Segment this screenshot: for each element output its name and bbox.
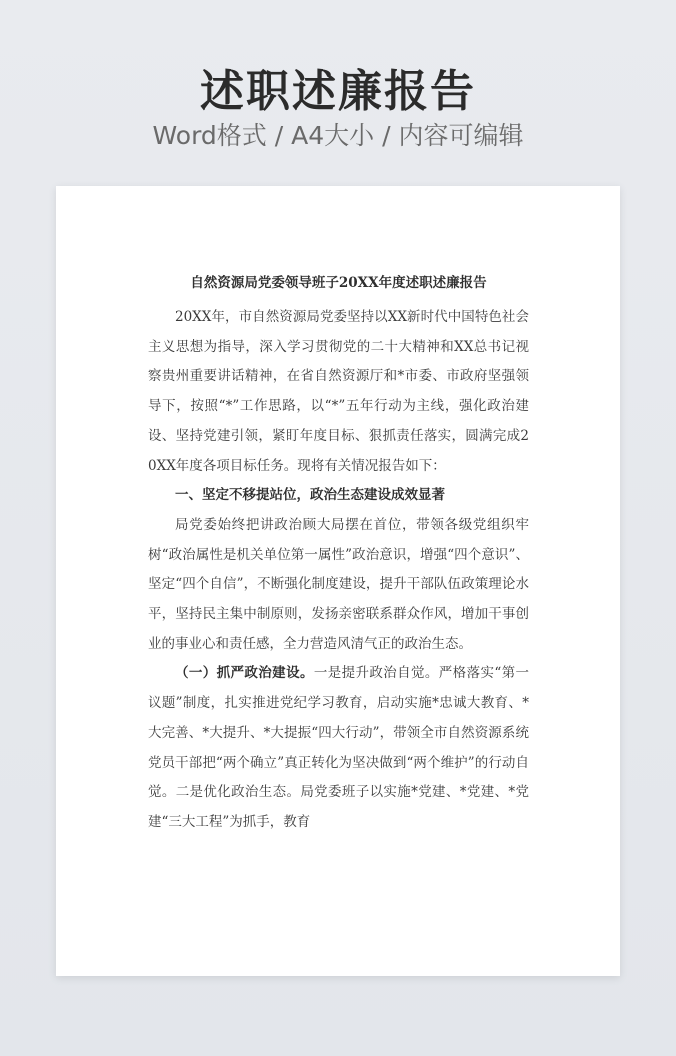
page-title: 述职述廉报告 — [200, 66, 476, 117]
header-banner — [0, 0, 676, 180]
section-paragraph-1: 局党委始终把讲政治顾大局摆在首位，带领各级党组织牢树“政治属性是机关单位第一属性”政治意识，增强“四个意识”、坚定“四个自信”，不断强化制度建设，提升干部队伍政策理论水平，坚持民主集中制原则，发扬亲密联系群众作风，增加干事创业的事业心和责任感，全力营造风清气正的政治生态。 — [148, 516, 529, 652]
document-title: 自然资源局党委领导班子20XX年度述职述廉报告 — [190, 275, 487, 291]
section-heading-1: 一、坚定不移提站位，政治生态建设成效显著 — [175, 487, 445, 504]
document-page — [56, 186, 620, 976]
intro-paragraph: 20XX年，市自然资源局党委坚持以XX新时代中国特色社会主义思想为指导，深入学习贯彻党的二十大精神和XX总书记视察贵州重要讲话精神，在省自然资源厅和*市委、市政府坚强领导下，按照“*”工作思路，以“*”五年行动为主线，强化政治建设、坚持党建引领，紧盯年度目标、狠抓责任落实，圆满完成20XX年度各项目标任务。现将有关情况报告如下： — [148, 309, 529, 474]
document-body — [148, 272, 529, 838]
page-subtitle: Word格式 / A4大小 / 内容可编辑 — [152, 121, 524, 150]
subsection-lead: （一）抓严政治建设。 — [175, 665, 314, 682]
subsection-text: 一是提升政治自觉。严格落实“第一议题”制度，扎实推进党纪学习教育，启动实施*忠诚大教育、*大完善、*大提升、*大提振“四大行动”，带领全市自然资源系统党员干部把“两个确立”真正转化为坚决做到“两个维护”的行动自觉。二是优化政治生态。局党委班子以实施*党建、*党建、*党建“三大工程”为抓手，教育 — [148, 665, 530, 830]
subsection-paragraph-1 — [148, 659, 529, 837]
